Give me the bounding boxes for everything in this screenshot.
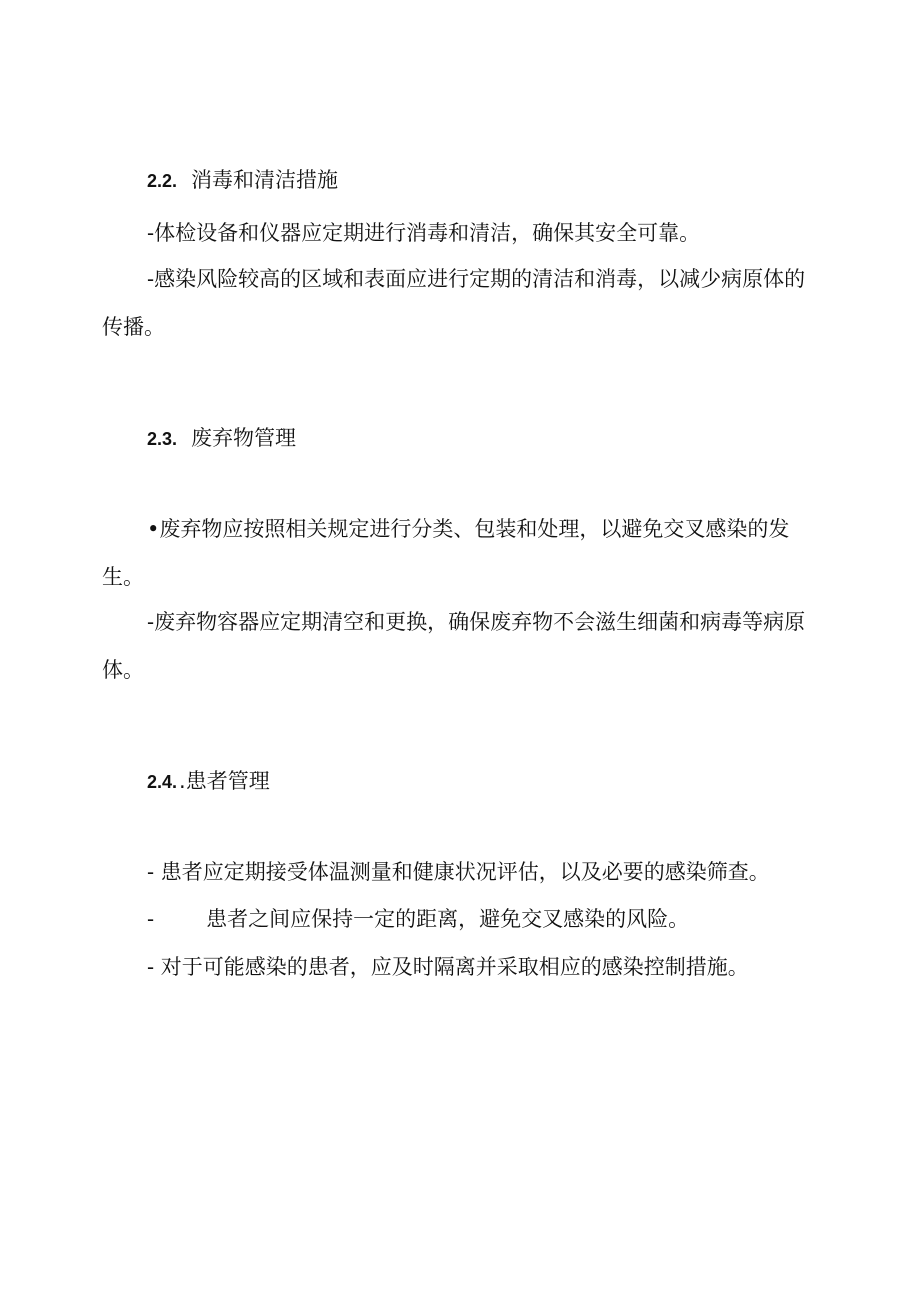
paragraph: -体检设备和仪器应定期进行消毒和清洁，确保其安全可靠。	[147, 221, 701, 245]
list-marker: -	[147, 860, 161, 884]
section-number: 2.3.	[147, 429, 178, 449]
section-heading-2-3	[147, 423, 296, 453]
list-item-text: 患者之间应保持一定的距离，避免交叉感染的风险。	[206, 907, 690, 931]
section-heading-2-2	[147, 165, 338, 195]
list-item	[147, 895, 847, 943]
list-item	[147, 943, 847, 991]
section-title: 消毒和清洁措施	[191, 168, 339, 192]
section-title: 废弃物管理	[191, 426, 297, 450]
list-marker: -	[147, 907, 155, 931]
paragraph: -废弃物容器应定期清空和更换，确保废弃物不会滋生细菌和病毒等病原体。	[102, 610, 806, 682]
list-item-text: 患者应定期接受体温测量和健康状况评估，以及必要的感染筛查。	[160, 860, 770, 884]
section-number: 2.2.	[147, 171, 178, 191]
paragraph: -感染风险较高的区域和表面应进行定期的清洁和消毒，以减少病原体的传播。	[102, 267, 806, 339]
section-number: 2.4.	[147, 772, 178, 792]
paragraph: •废弃物应按照相关规定进行分类、包装和处理，以避免交叉感染的发生。	[102, 517, 790, 589]
list-marker: -	[147, 955, 161, 979]
section-title: .患者管理	[179, 769, 270, 793]
list-item	[147, 848, 847, 896]
section-heading-2-4	[147, 766, 270, 796]
list-item-text: 对于可能感染的患者，应及时隔离并采取相应的感染控制措施。	[160, 955, 749, 979]
